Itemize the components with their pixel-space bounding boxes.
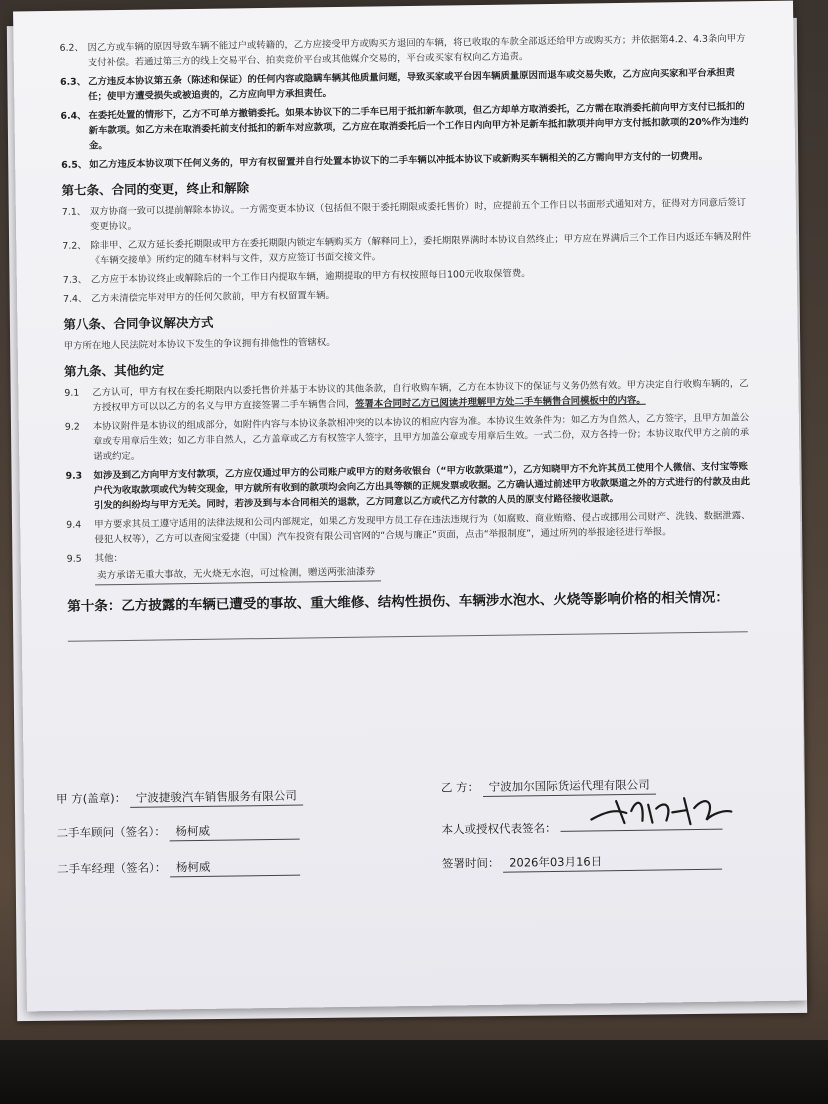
party-b-label: 乙 方：: [440, 780, 480, 795]
clause-7-2: 7.2、 除非甲、乙双方延长委托期限或甲方在委托期限内锁定车辆购买方（解释同上），委托期限界满时本协议自然终止；甲方应在界满后三个工作日内返还车辆及附件《车辆交接单》所约定的随车材料与文件，双方应签订书面交接文件。: [62, 231, 752, 267]
party-a-name: 宁波捷骏汽车销售服务有限公司: [130, 788, 303, 808]
clause-7-4: 7.4、 乙方未清偿完毕对甲方的任何欠款前，甲方有权留置车辆。: [63, 290, 335, 305]
section-8-title: 第八条、合同争议解决方式: [63, 314, 214, 332]
section-7-title: 第七条、合同的变更，终止和解除: [61, 180, 250, 198]
clause-6-2: 6.2、 因乙方或车辆的原因导致车辆不能过户或转籍的，乙方应接受甲方或购买方退回的车辆，将已收取的车款全部返还给甲方或购买方；并依据第4.2、4.3条向甲方支付补偿。若通过第三方的线上交易平台、拍卖竞价平台或其他媒介交易的，平台或买家有权向乙方追责。: [59, 33, 746, 69]
party-a-label: 甲 方(盖章)：: [55, 790, 127, 806]
desk-surface: [0, 1040, 828, 1104]
consultant-row: [56, 822, 300, 845]
clause-7-1: 7.1、 双方协商一致可以提前解除本协议。一方需变更本协议（包括但不限于委托期限或委托售价）时，应提前五个工作日以书面形式通知对方，征得对方同意后签订变更协议。: [61, 197, 747, 233]
section-10-title: 第十条：乙方披露的车辆已遭受的事故、重大维修、结构性损伤、车辆涉水泡水、火烧等影响价格的相关情况：: [67, 589, 729, 615]
clause-9-1-emphasis: 签署本合同时乙方已阅读并理解甲方处二手车辆售合同模板中的内容。: [355, 394, 646, 410]
clause-9-5: 9.5 其他： 卖方承诺无重大事故，无火烧无水泡，可过检测，赠送两张油漆券: [67, 542, 757, 586]
party-a-row: [56, 788, 303, 811]
party-b-name: 宁波加尔国际货运代理有限公司: [483, 777, 656, 797]
date-value: 2026年03月16日: [503, 852, 722, 873]
clause-9-4: 9.4 甲方要求其员工遵守适用的法律法规和公司内部规定，如果乙方发现甲方员工存在违法违规行为（如腐败、商业贿赂、侵占或挪用公司财产、洗钱、数据泄露、侵犯人权等），乙方可以查阅宝爱捷（中国）汽车投资有限公司官网的“合规与廉正”页面，点击“举报制度”，通过所列的举报途径进行举报。: [66, 510, 751, 546]
contract-page: [13, 1, 807, 1012]
contract-body: [59, 31, 757, 642]
section-8-text: 甲方所在地人民法院对本协议下发生的争议拥有排他性的管辖权。: [63, 337, 336, 352]
clause-9-2: 9.2 本协议附件是本协议的组成部分，如附件内容与本协议条款相冲突的以本协议的相应内容为准。本协议生效条件为：如乙方为自然人，乙方签字，且甲方加盖公章或专用章后生效；如乙方非自然人，乙方盖章或乙方有权签字人签字，且甲方加盖公章或专用章后生效。一式二份，双方各持一份；本协议取代甲方之前的承诺或约定。: [64, 412, 750, 463]
manager-label: 二手车经理（签名）：: [56, 860, 167, 876]
manager-name: 杨柯威: [170, 858, 301, 878]
signature-block: [56, 761, 757, 881]
clause-6-4: 6.4、 在委托处置的情形下，乙方不可单方撤销委托。如果本协议下的二手车已用于抵扣新车款项，但乙方却单方取消委托，乙方需在取消委托前向甲方支付已抵扣的新车款项。如乙方未在取消委托前支付抵扣的新车对应款项，乙方应在取消委托后一个工作日内向甲方补足新车抵扣款项并向甲方支付抵扣款项的20%作为违约金。: [60, 101, 749, 152]
clause-7-3: 7.3、 乙方应于本协议终止或解除后的一个工作日内提取车辆，逾期提取的甲方有权按照每日100元收取保管费。: [62, 268, 531, 286]
date-label: 签署时间：: [441, 855, 500, 871]
section-10-blank-line: [68, 615, 748, 641]
rep-label: 本人或授权代表签名：: [441, 820, 557, 837]
clause-9-3: 9.3 如涉及到乙方向甲方支付款项，乙方应仅通过甲方的公司账户或甲方的财务收银台（“甲方收款渠道”），乙方知晓甲方不允许其员工使用个人微信、支付宝等账户代为收取款项或代为转交现金，甲方就所有收到的款项均会向乙方出具等额的正规发票或收据。乙方确认通过前述甲方收款渠道之外的方式进行的付款及由此引发的纠纷均与甲方无关。同时，若涉及到与本合同相关的退款，乙方同意以乙方或代乙方付款的人员的原支付路径接收退款。: [65, 461, 751, 512]
clause-6-3: 6.3、 乙方违反本协议第五条（陈述和保证）的任何内容或隐瞒车辆其他质量问题，导致买家或平台因车辆质量原因而退车或交易失败，乙方应向买家和平台承担责任；使甲方遭受损失或被追责的，乙方应向甲方承担责任。: [59, 67, 735, 103]
consultant-name: 杨柯威: [169, 822, 300, 842]
clause-6-5: 6.5、 如乙方违反本协议项下任何义务的，甲方有权留置并自行处置本协议下的二手车辆以冲抵本协议下或新购买车辆相关的乙方需向甲方支付的一切费用。: [61, 150, 708, 171]
clause-9-1: 9.1 乙方认可，甲方有权在委托期限内以委托售价并基于本协议的其他条款，自行收购车辆，乙方在本协议下的保证与义务仍然有效。甲方决定自行收购车辆的，乙方授权甲方可以以乙方的名义与甲方直接签署二手车辆售合同，签署本合同时乙方已阅读并理解甲方处二手车辆售合同模板中的内容。: [64, 378, 749, 414]
consultant-label: 二手车顾问（签名）：: [56, 824, 166, 840]
date-row: [442, 852, 722, 876]
section-9-title: 第九条、其他约定: [63, 362, 165, 379]
handwritten-signature: [586, 789, 737, 831]
manager-row: [57, 858, 301, 881]
other-terms-field: 卖方承诺无重大事故，无火烧无水泡，可过检测，赠送两张油漆券: [95, 564, 381, 585]
